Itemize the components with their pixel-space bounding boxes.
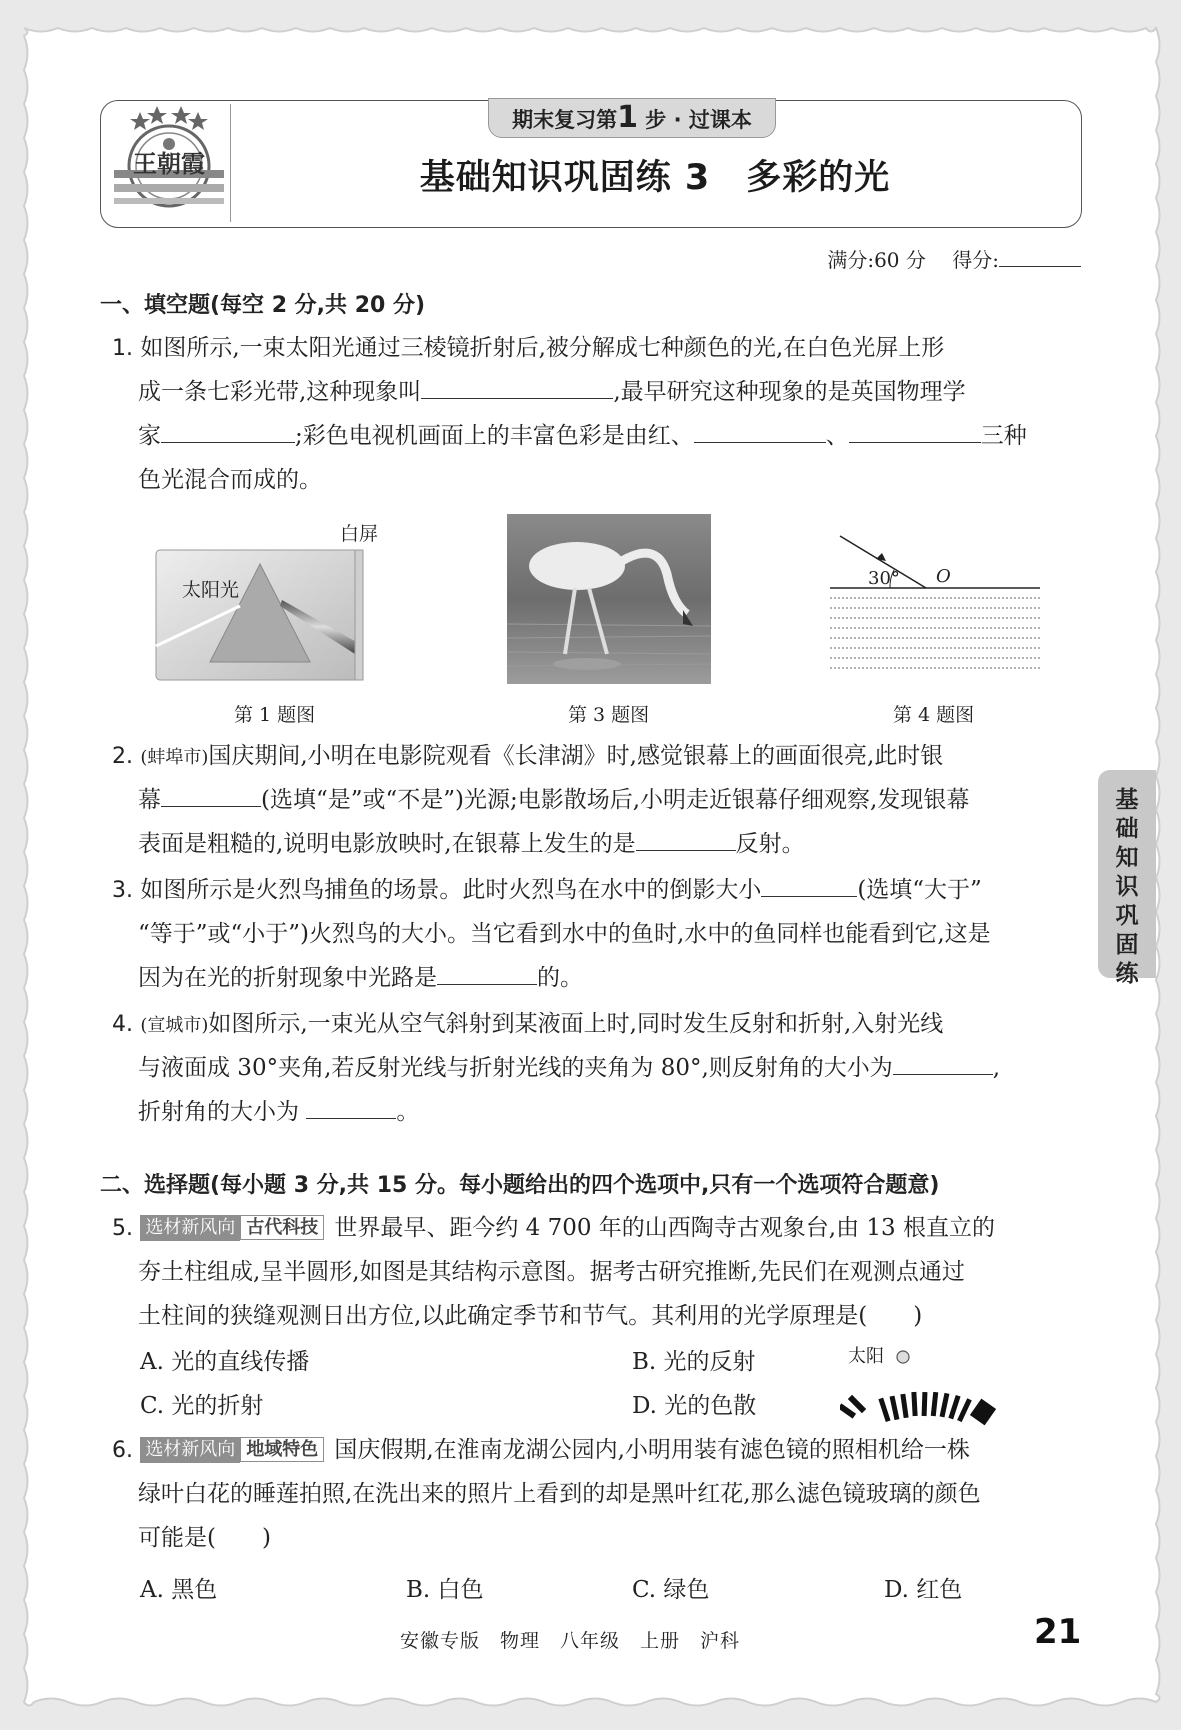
fig1-sun-label: 太阳光 bbox=[182, 579, 240, 601]
q1-blank-2 bbox=[161, 418, 295, 443]
q2-line-2: 幕 (选填“是”或“不是”)光源;电影散场后,小明走近银幕仔细观察,发现银幕 bbox=[138, 778, 969, 822]
q5-line-3: 土柱间的狭缝观测日出方位,以此确定季节和节气。其利用的光学原理是( ) bbox=[138, 1303, 923, 1329]
footer-text: 安徽专版 物理 八年级 上册 沪科 bbox=[400, 1630, 741, 1652]
q6-option-d[interactable]: D. 红色 bbox=[884, 1577, 963, 1603]
q4-line-1: 4. (宣城市)如图所示,一束光从空气斜射到某液面上时,同时发生反射和折射,入射光线 bbox=[112, 1011, 944, 1037]
fig4-angle-label: 30° bbox=[868, 568, 900, 589]
q5-option-a[interactable]: A. 光的直线传播 bbox=[140, 1349, 310, 1375]
section-2-title: 二、选择题(每小题 3 分,共 15 分。每小题给出的四个选项中,只有一个选项符合题意) bbox=[100, 1173, 940, 1198]
fig3-flamingo-photo bbox=[507, 514, 711, 684]
q2-blank-1 bbox=[161, 782, 261, 807]
q4-line-3: 折射角的大小为 。 bbox=[138, 1090, 419, 1134]
fig4-point-label: O bbox=[936, 566, 951, 587]
fig1-prism-diagram bbox=[150, 516, 410, 686]
fig1-screen-label: 白屏 bbox=[340, 523, 379, 545]
q5-option-b[interactable]: B. 光的反射 bbox=[632, 1349, 756, 1375]
q1-line-2: 成一条七彩光带,这种现象叫 ,最早研究这种现象的是英国物理学 bbox=[138, 370, 966, 414]
score-line: 满分:60 分 得分: bbox=[827, 242, 1081, 273]
q6-line-3: 可能是( ) bbox=[138, 1525, 271, 1551]
q5-badge: 选材新风向 bbox=[140, 1215, 240, 1241]
fig4-reflection-diagram bbox=[830, 528, 1040, 688]
q6-option-c[interactable]: C. 绿色 bbox=[632, 1577, 710, 1603]
logo-text: 王朝霞 bbox=[133, 149, 205, 178]
q3-line-2: “等于”或“小于”)火烈鸟的大小。当它看到水中的鱼时,水中的鱼同样也能看到它,这是 bbox=[138, 921, 991, 947]
page-title: 基础知识巩固练 3 多彩的光 bbox=[419, 158, 891, 198]
q6-badge-topic: 地域特色 bbox=[240, 1437, 324, 1462]
fig4-caption: 第 4 题图 bbox=[893, 704, 975, 726]
q6-option-a[interactable]: A. 黑色 bbox=[140, 1577, 218, 1603]
q6-badge: 选材新风向 bbox=[140, 1437, 240, 1463]
q5-option-d[interactable]: D. 光的色散 bbox=[632, 1393, 757, 1419]
q4-blank-2 bbox=[306, 1094, 396, 1119]
fig3-caption: 第 3 题图 bbox=[568, 704, 650, 726]
q5-observatory-diagram bbox=[840, 1340, 1020, 1440]
q1-line-3: 家 ;彩色电视机画面上的丰富色彩是由红、 、 三种 bbox=[138, 414, 1027, 458]
q1-blank-4 bbox=[849, 418, 981, 443]
q6-line-2: 绿叶白花的睡莲拍照,在洗出来的照片上看到的却是黑叶红花,那么滤色镜玻璃的颜色 bbox=[138, 1481, 981, 1507]
q3-blank-2 bbox=[437, 960, 537, 985]
logo-seal bbox=[112, 104, 226, 220]
q5-badge-topic: 古代科技 bbox=[240, 1215, 324, 1240]
q2-line-1: 2. (蚌埠市)国庆期间,小明在电影院观看《长津湖》时,感觉银幕上的画面很亮,此时银 bbox=[112, 743, 944, 769]
q1-blank-3 bbox=[694, 418, 826, 443]
q5-option-c[interactable]: C. 光的折射 bbox=[140, 1393, 264, 1419]
q5-sun-label: 太阳 bbox=[848, 1346, 884, 1367]
q3-line-3: 因为在光的折射现象中光路是 的。 bbox=[138, 956, 583, 1000]
q3-blank-1 bbox=[761, 872, 857, 897]
section-1-title: 一、填空题(每空 2 分,共 20 分) bbox=[100, 293, 426, 318]
q1-line-4: 色光混合而成的。 bbox=[138, 467, 322, 493]
step-tag: 期末复习第1 步 · 过课本 bbox=[488, 98, 776, 138]
fig1-caption: 第 1 题图 bbox=[234, 704, 316, 726]
q3-line-1: 3. 如图所示是火烈鸟捕鱼的场景。此时火烈鸟在水中的倒影大小 (选填“大于” bbox=[112, 868, 982, 913]
q5-line-1: 5. 选材新风向 古代科技 世界最早、距今约 4 700 年的山西陶寺古观象台,由 13 根直立的 bbox=[112, 1215, 995, 1241]
q6-line-1: 6. 选材新风向 地域特色 国庆假期,在淮南龙湖公园内,小明用装有滤色镜的照相机给一株 bbox=[112, 1437, 970, 1463]
q5-line-2: 夯土柱组成,呈半圆形,如图是其结构示意图。据考古研究推断,先民们在观测点通过 bbox=[138, 1259, 965, 1285]
side-tab: 基 础 知 识 巩 固 练 bbox=[1098, 770, 1156, 978]
page-number: 21 bbox=[1034, 1612, 1082, 1652]
q4-line-2: 与液面成 30°夹角,若反射光线与折射光线的夹角为 80°,则反射角的大小为 , bbox=[138, 1046, 1000, 1090]
q6-option-b[interactable]: B. 白色 bbox=[406, 1577, 484, 1603]
q4-blank-1 bbox=[893, 1050, 993, 1075]
q1-line-1: 1. 如图所示,一束太阳光通过三棱镜折射后,被分解成七种颜色的光,在白色光屏上形 bbox=[112, 335, 945, 361]
q1-blank-1 bbox=[421, 374, 613, 399]
q2-line-3: 表面是粗糙的,说明电影放映时,在银幕上发生的是 反射。 bbox=[138, 822, 805, 866]
q2-blank-2 bbox=[636, 826, 736, 851]
